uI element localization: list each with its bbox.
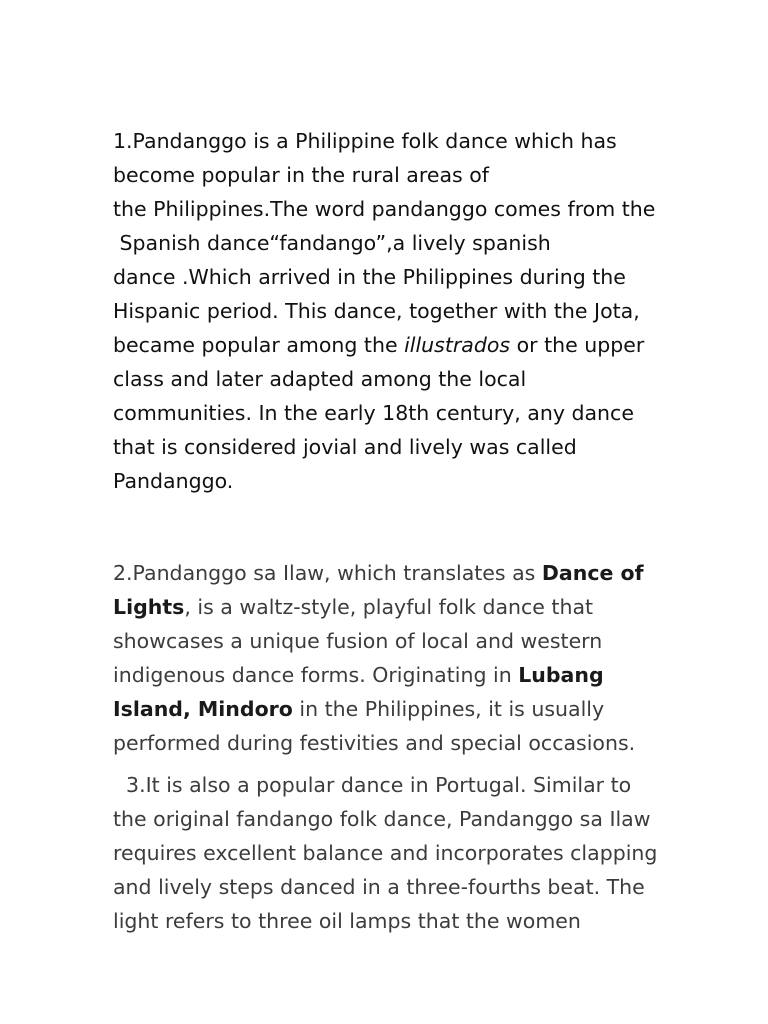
- paragraph-3: [113, 768, 673, 938]
- paragraph-1-line-7: [113, 328, 673, 362]
- paragraph-3-line-4: and lively steps danced in a three-fourths beat. The: [113, 875, 645, 899]
- paragraph-1-line-8: class and later adapted among the local: [113, 367, 527, 391]
- paragraph-1: [113, 124, 673, 498]
- paragraph-2-line-4: [113, 658, 673, 692]
- paragraph-2-line-5: [113, 692, 673, 726]
- paragraph-3-line-1: 3.It is also a popular dance in Portugal. Similar to: [113, 773, 632, 797]
- paragraph-1-line-11: Pandanggo.: [113, 469, 234, 493]
- paragraph-2-line-6: performed during festivities and special occasions.: [113, 731, 636, 755]
- line-2-text-b: , is a waltz-style, playful folk dance that: [184, 595, 594, 619]
- line-7-text-a: became popular among the: [113, 333, 405, 357]
- paragraph-1-line-4: Spanish dance“fandango”,a lively spanish: [113, 231, 551, 255]
- line-1-text-a: 2.Pandanggo sa Ilaw, which translates as: [113, 561, 542, 585]
- paragraph-3-line-5: light refers to three oil lamps that the women: [113, 909, 581, 933]
- island-mindoro-term: Island, Mindoro: [113, 697, 293, 721]
- paragraph-1-line-6: Hispanic period. This dance, together with the Jota,: [113, 299, 640, 323]
- line-4-text-a: indigenous dance forms. Originating in: [113, 663, 519, 687]
- paragraph-3-line-2: the original fandango folk dance, Pandanggo sa Ilaw: [113, 807, 651, 831]
- paragraph-1-line-5: dance .Which arrived in the Philippines during the: [113, 265, 626, 289]
- paragraph-1-line-10: that is considered jovial and lively was called: [113, 435, 577, 459]
- paragraph-2-line-2: [113, 590, 673, 624]
- paragraph-3-line-3: requires excellent balance and incorporates clapping: [113, 841, 658, 865]
- paragraph-1-line-2: become popular in the rural areas of: [113, 163, 489, 187]
- paragraph-2: [113, 556, 673, 760]
- paragraph-2-line-1: [113, 556, 673, 590]
- paragraph-1-line-3: the Philippines.The word pandanggo comes from the: [113, 197, 656, 221]
- paragraph-2-line-3: showcases a unique fusion of local and western: [113, 629, 603, 653]
- line-5-text-b: in the Philippines, it is usually: [292, 697, 605, 721]
- dance-of-lights-term-part-2: Lights: [113, 595, 185, 619]
- paragraph-1-line-1: 1.Pandanggo is a Philippine folk dance which has: [113, 129, 617, 153]
- lubang-term: Lubang: [518, 663, 604, 687]
- dance-of-lights-term-part-1: Dance of: [541, 561, 644, 585]
- illustrados-term: illustrados: [404, 333, 511, 357]
- paragraph-1-line-9: communities. In the early 18th century, any dance: [113, 401, 634, 425]
- line-7-text-c: or the upper: [510, 333, 645, 357]
